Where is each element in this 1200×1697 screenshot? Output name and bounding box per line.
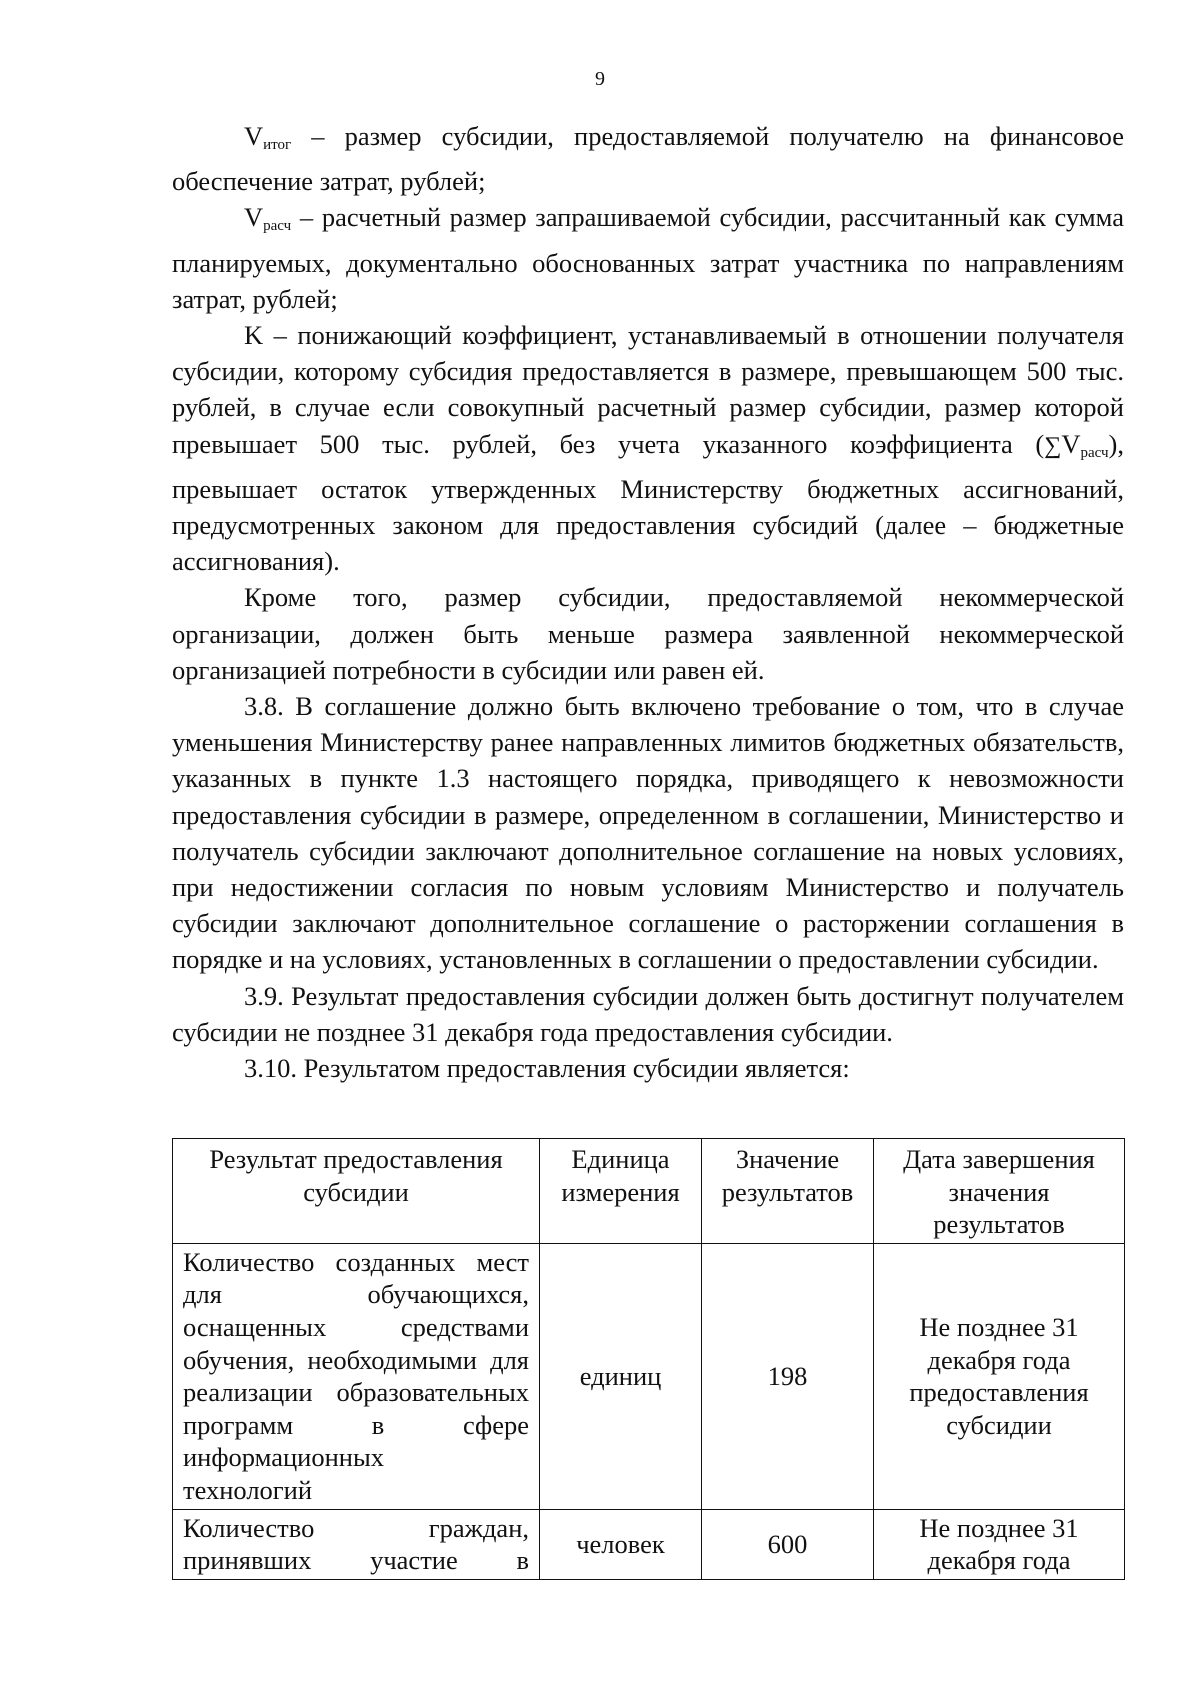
paragraph-3-8: 3.8. В соглашение должно быть включено требование о том, что в случае уменьшения Министерству ранее направленных лимитов бюджетных обязательств, указанных в пункте 1.3 настоящего порядка, приводящего к невозможности предоставления субсидии в размере, определенном в соглашении, Министерство и получатель субсидии заключают дополнительное соглашение на новых условиях, при недостижении согласия по новым условиям Министерство и получатель субсидии заключают дополнительное соглашение о расторжении соглашения в порядке и на условиях, установленных в соглашении о предоставлении субсидии.	[172, 691, 1124, 975]
result-text-end: технологий	[183, 1474, 313, 1505]
paragraph-text: – размер субсидии, предоставляемой получателю на финансовое обеспечение затрат, рублей;	[172, 121, 1124, 197]
results-table	[172, 1138, 1125, 1580]
header-unit: Единица измерения	[540, 1139, 702, 1244]
paragraph-v-rasch	[172, 199, 1124, 317]
paragraph-v-itog	[172, 118, 1124, 199]
result-description	[173, 1509, 540, 1579]
result-text: Количество созданных мест для обучающихся, оснащенных средствами обучения, необходимыми для реализации образовательных программ в сфере информационных	[183, 1246, 529, 1473]
paragraph-nonprofit: Кроме того, размер субсидии, предоставляемой некоммерческой организации, должен быть меньше размера заявленной некоммерческой организацией потребности в субсидии или равен ей.	[172, 582, 1124, 685]
symbol-v: V	[244, 202, 264, 233]
document-body	[172, 118, 1124, 1086]
table-row	[173, 1509, 1125, 1579]
result-date: Не позднее 31 декабря года предоставления субсидии	[874, 1243, 1125, 1509]
header-value: Значение результатов	[702, 1139, 874, 1244]
result-unit: единиц	[540, 1243, 702, 1509]
header-result: Результат предоставления субсидии	[173, 1139, 540, 1244]
subscript-itog: итог	[263, 137, 292, 153]
table-row	[173, 1243, 1125, 1509]
symbol-v: V	[244, 121, 264, 151]
table-header-row	[173, 1139, 1125, 1244]
paragraph-text: K – понижающий коэффициент, устанавливаемый в отношении получателя субсидии, которому субсидия предоставляется в размере, превышающем 500 тыс. рублей, в случае если совокупный расчетный размер субсидии, размер которой превышает 500 тыс. рублей, без учета указанного коэффициента (	[172, 320, 1124, 459]
sum-symbol: ∑	[1044, 432, 1062, 459]
page-number: 9	[595, 68, 605, 90]
result-description	[173, 1243, 540, 1509]
result-date: Не позднее 31 декабря года	[874, 1509, 1125, 1579]
header-date: Дата завершения значения результатов	[874, 1139, 1125, 1244]
subscript-rasch: расч	[263, 218, 292, 235]
paragraph-text: ), превышает остаток утвержденных Министерству бюджетных ассигнований, предусмотренных законом для предоставления субсидий (далее – бюджетные ассигнования).	[172, 428, 1124, 577]
paragraph-3-9: 3.9. Результат предоставления субсидии должен быть достигнут получателем субсидии не позднее 31 декабря года предоставления субсидии.	[172, 980, 1124, 1047]
paragraph-coefficient-k	[172, 317, 1124, 579]
result-value: 600	[702, 1509, 874, 1579]
symbol-v: V	[1061, 428, 1081, 459]
result-text: Количество граждан, принявших участие в	[183, 1512, 529, 1576]
result-value: 198	[702, 1243, 874, 1509]
result-unit: человек	[540, 1509, 702, 1579]
paragraph-3-10: 3.10. Результатом предоставления субсидии является:	[244, 1053, 850, 1084]
paragraph-text: – расчетный размер запрашиваемой субсидии, рассчитанный как сумма планируемых, документально обоснованных затрат участника по направлениям затрат, рублей;	[172, 202, 1124, 314]
subscript-rasch: расч	[1080, 444, 1109, 461]
